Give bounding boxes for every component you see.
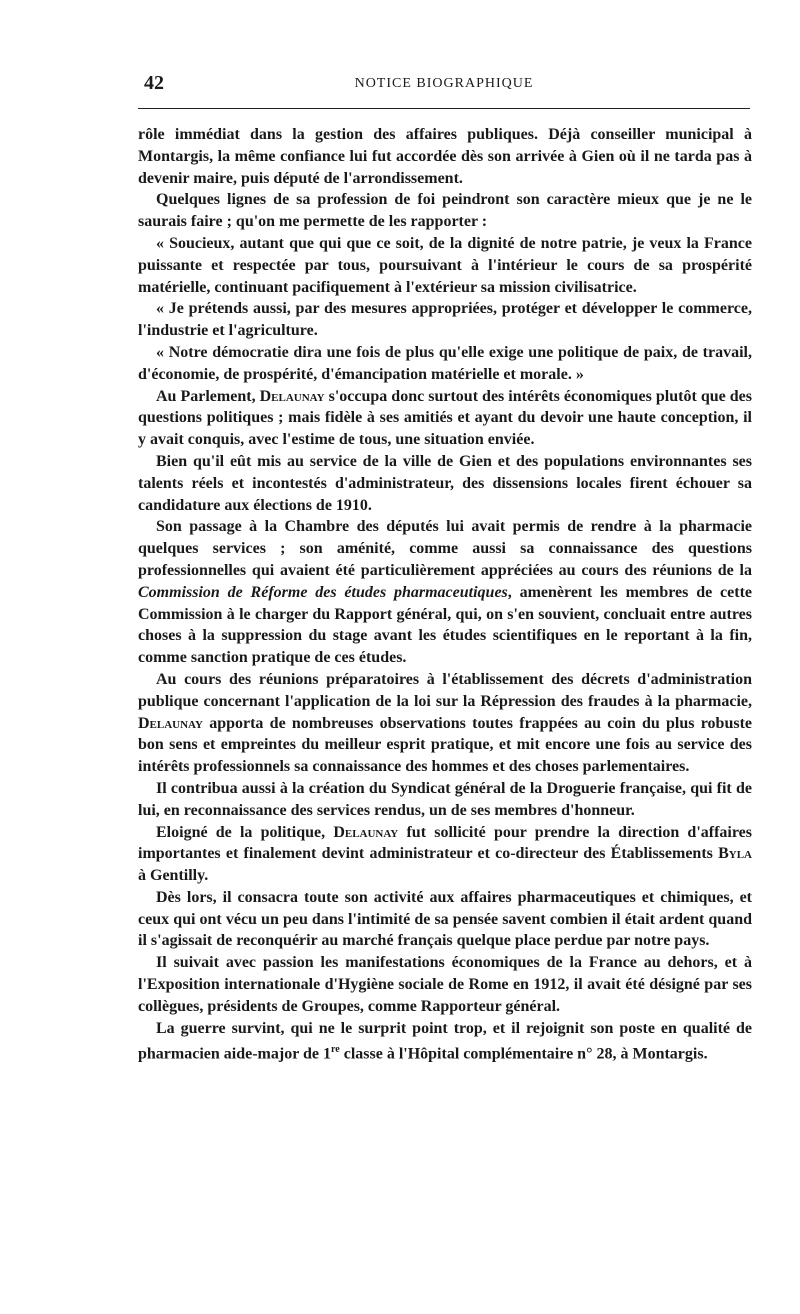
paragraph-decrets: Au cours des réunions préparatoires à l'établissement des décrets d'administration publique concernant l'application de la loi sur la Répression des fraudes à la pharmacie, Delaunay apporta de nombreuses observations toutes frappées au coin du plus robuste bon sens et empreintes du meilleur esprit pratique, et mit encore une fois au service des intérêts professionnels sa connaissance des hommes et des choses parlementaires. xyxy=(138,670,752,776)
paragraph-parlement: Au Parlement, Delaunay s'occupa donc surtout des intérêts économiques plutôt que des questions politiques ; mais fidèle à ses amitiés et ayant du devoir une haute conception, il y avait conquis, avec l'estime de tous, une situation enviée. xyxy=(138,387,753,449)
paragraph-1: rôle immédiat dans la gestion des affaires publiques. Déjà conseiller municipal à Montargis, la même confiance lui fut accordée dès son arrivée à Gien où il ne tarda pas à devenir maire, puis député de l'arrondissement. xyxy=(138,126,752,187)
paragraph-guerre: La guerre survint, qui ne le surprit point trop, et il rejoignit son poste en qualité de pharmacien aide-major de 1re classe à l'Hôpital complémentaire n° 28, à Montargis. xyxy=(138,1019,752,1063)
page-number: 42 xyxy=(144,72,164,94)
paragraph-activite: Dès lors, il consacra toute son activité aux affaires pharmaceutiques et chimiques, et ceux qui ont vécu un peu dans l'intimité de sa pensée savent combien il était ardent quand il s'agissait de reconquérir au marché français quelque place perdue par notre pays. xyxy=(138,888,752,950)
commission-title: Commission de Réforme des études pharmaceutiques xyxy=(138,583,508,601)
person-name: Delaunay xyxy=(138,714,203,732)
paragraph-chambre: Son passage à la Chambre des députés lui avait permis de rendre à la pharmacie quelques services ; son aménité, comme aussi sa connaissance des questions professionnelles qui avaient été particulièrement appréciées au cours des réunions de la Commission de Réforme des études pharmaceutiques, amenèrent les membres de cette Commission à le charger du Rapport général, qui, on s'en souvient, concluait entre autres choses à la suppression du stage avant les études scientifiques en le reportant à la fin, comme sanction pratique de ces études. xyxy=(138,518,752,667)
page-header xyxy=(138,68,750,102)
quote-paragraph-3: « Notre démocratie dira une fois de plus qu'elle exige une politique de paix, de travail, d'économie, de prospérité, d'émancipation matérielle et morale. » xyxy=(138,343,752,383)
body-text xyxy=(138,124,752,1066)
quote-paragraph-2: « Je prétends aussi, par des mesures appropriées, protéger et développer le commerce, l'industrie et l'agriculture. xyxy=(138,300,752,340)
running-title: NOTICE BIOGRAPHIQUE xyxy=(354,76,534,91)
quote-paragraph-1: « Soucieux, autant que qui que ce soit, de la dignité de notre patrie, je veux la France puissante et respectée par tous, poursuivant à l'intérieur le cours de sa prospérité matérielle, continuant pacifiquement à l'extérieur sa mission civilisatrice. xyxy=(138,234,752,296)
ordinal-suffix: re xyxy=(331,1044,340,1056)
paragraph-2: Quelques lignes de sa profession de foi peindront son caractère mieux que je ne le saurais faire ; qu'on me permette de les rapporter : xyxy=(138,191,752,231)
person-name: Delaunay xyxy=(333,823,399,841)
paragraph-exposition: Il suivait avec passion les manifestations économiques de la France au dehors, et à l'Exposition internationale d'Hygiène sociale de Rome en 1912, il avait été désigné par ses collègues, présidents de Groupes, comme Rapporteur général. xyxy=(138,954,752,1015)
paragraph-syndicat: Il contribua aussi à la création du Syndicat général de la Droguerie française, qui fit de lui, en reconnaissance des services rendus, un de ses membres d'honneur. xyxy=(138,779,752,819)
header-rule xyxy=(138,108,750,109)
person-name: Delaunay xyxy=(259,387,325,405)
company-name: Byla xyxy=(718,845,752,863)
paragraph-politique: Eloigné de la politique, Delaunay fut sollicité pour prendre la direction d'affaires importantes et finalement devint administrateur et co-directeur des Établissements Byla à Gentilly. xyxy=(138,823,753,885)
paragraph-gien: Bien qu'il eût mis au service de la ville de Gien et des populations environnantes ses talents réels et incontestés d'administrateur, des dissensions locales firent échouer sa candidature aux élections de 1910. xyxy=(138,452,752,514)
